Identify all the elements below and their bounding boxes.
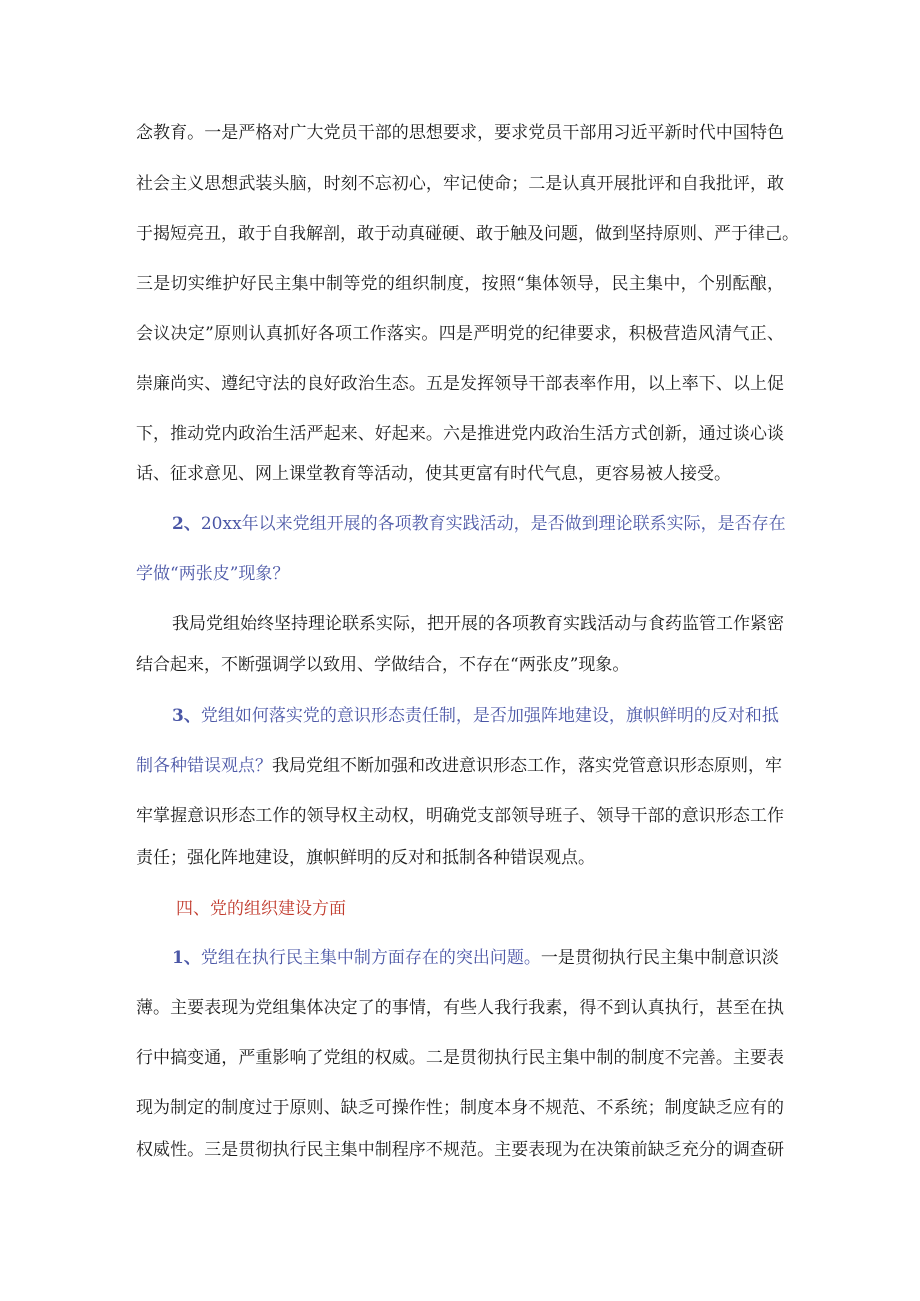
question-heading xyxy=(172,512,786,536)
answer-line: 薄。主要表现为党组集体决定了的事情，有些人我行我素，得不到认真执行，甚至在执 xyxy=(136,998,784,1018)
question-number: 2、 xyxy=(172,514,201,534)
paragraph-line: 下，推动党内政治生活严起来、好起来。六是推进党内政治生活方式创新，通过谈心谈 xyxy=(136,424,784,444)
question-text-line: 学做“两张皮”现象？ xyxy=(136,564,290,584)
question-number: 3、 xyxy=(172,706,201,726)
question-answer-line xyxy=(136,754,782,778)
paragraph-line: 崇廉尚实、遵纪守法的良好政治生态。五是发挥领导干部表率作用，以上率下、以上促 xyxy=(136,374,784,394)
answer-line: 行中搞变通，严重影响了党组的权威。二是贯彻执行民主集中制的制度不完善。主要表 xyxy=(136,1048,784,1068)
question-answer-line xyxy=(172,946,779,970)
answer-line: 责任；强化阵地建设，旗帜鲜明的反对和抵制各种错误观点。 xyxy=(136,848,595,868)
section-heading: 四、党的组织建设方面 xyxy=(176,899,346,919)
answer-line: 我局党组始终坚持理论联系实际，把开展的各项教育实践活动与食药监管工作紧密 xyxy=(172,614,784,634)
question-heading xyxy=(172,704,779,728)
paragraph-line: 社会主义思想武装头脑，时刻不忘初心，牢记使命；二是认真开展批评和自我批评，敢 xyxy=(136,174,784,194)
answer-text: 我局党组不断加强和改进意识形态工作，落实党管意识形态原则，牢 xyxy=(272,756,782,776)
question-number: 1、 xyxy=(172,948,201,968)
answer-text: 一是贯彻执行民主集中制意识淡 xyxy=(540,948,779,968)
answer-line: 现为制定的制度过于原则、缺乏可操作性；制度本身不规范、不系统；制度缺乏应有的 xyxy=(136,1098,784,1118)
paragraph-line: 话、征求意见、网上课堂教育等活动，使其更富有时代气息，更容易被人接受。 xyxy=(136,464,731,484)
answer-line: 结合起来，不断强调学以致用、学做结合，不存在“两张皮”现象。 xyxy=(136,655,630,675)
paragraph-line: 念教育。一是严格对广大党员干部的思想要求，要求党员干部用习近平新时代中国特色 xyxy=(136,123,784,143)
question-text: 20xx年以来党组开展的各项教育实践活动，是否做到理论联系实际，是否存在 xyxy=(200,514,786,534)
paragraph-line: 三是切实维护好民主集中制等党的组织制度，按照“集体领导，民主集中，个别酝酿， xyxy=(136,274,784,294)
question-text: 党组如何落实党的意识形态责任制，是否加强阵地建设，旗帜鲜明的反对和抵 xyxy=(200,706,779,726)
answer-line: 权威性。三是贯彻执行民主集中制程序不规范。主要表现为在决策前缺乏充分的调查研 xyxy=(136,1140,784,1160)
question-text: 制各种错误观点？ xyxy=(136,756,272,776)
question-text: 党组在执行民主集中制方面存在的突出问题。 xyxy=(200,948,541,968)
paragraph-line: 于揭短亮丑，敢于自我解剖，敢于动真碰硬、敢于触及问题，做到坚持原则、严于律己。 xyxy=(136,224,799,244)
answer-line: 牢掌握意识形态工作的领导权主动权，明确党支部领导班子、领导干部的意识形态工作 xyxy=(136,806,784,826)
paragraph-line: 会议决定”原则认真抓好各项工作落实。四是严明党的纪律要求，积极营造风清气正、 xyxy=(136,324,784,344)
